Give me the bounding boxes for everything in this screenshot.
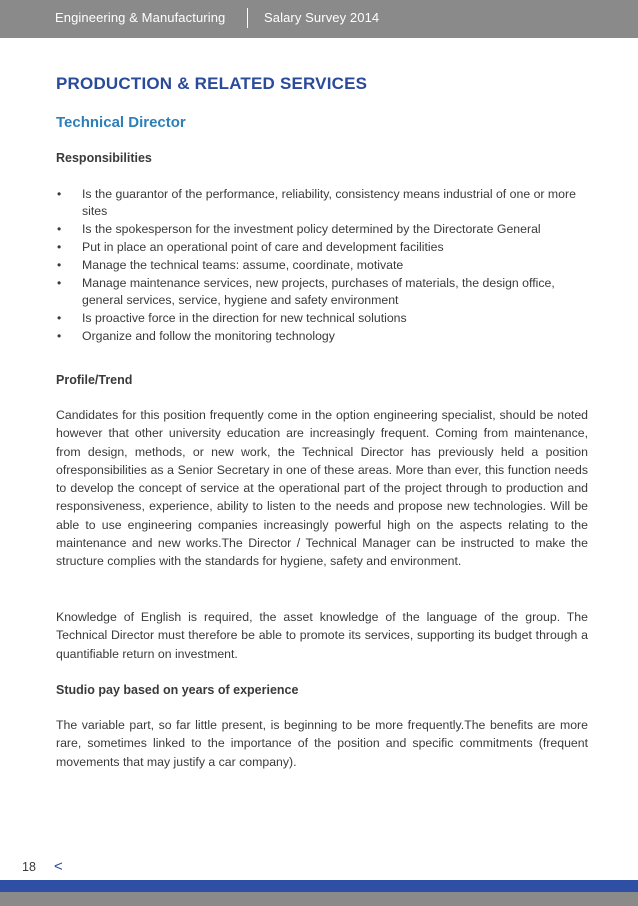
footer-gray-band (0, 892, 638, 906)
bullet-icon: • (57, 240, 62, 254)
page-number: 18 (22, 860, 36, 874)
bullet-icon: • (57, 311, 62, 325)
header-survey-label: Salary Survey 2014 (264, 10, 380, 25)
bullet-icon: • (57, 222, 62, 236)
section-title: PRODUCTION & RELATED SERVICES (56, 74, 368, 93)
job-title: Technical Director (56, 114, 186, 131)
footer-blue-band (0, 880, 638, 892)
header-publication-label: Engineering & Manufacturing (55, 10, 226, 25)
list-item: • Manage maintenance services, new projects, purchases of materials, the design office, general services, service, hygiene and safety environment (57, 276, 555, 307)
back-arrow-icon[interactable]: < (54, 858, 63, 875)
list-item: • Put in place an operational point of care and development facilities (57, 240, 444, 254)
list-item: • Is the guarantor of the performance, reliability, consistency means industrial of one or more sites (57, 187, 576, 218)
header-divider (247, 8, 248, 28)
list-item: • Organize and follow the monitoring technology (57, 329, 335, 343)
profile-heading: Profile/Trend (56, 373, 133, 387)
list-item: • Is proactive force in the direction for new technical solutions (57, 311, 407, 325)
bullet-icon: • (57, 276, 62, 290)
profile-paragraph-1: Candidates for this position frequently come in the option engineering specialist, should be noted however that other university education are increasingly frequent. Coming from maintenance, from design, methods, or new work, the Technical Director has previously held a position ofresponsibilities as a Senior Secretary in one of these areas. More than ever, this function needs to develop the concept of service at the operational part of the project through to production and responsiveness, experience, ability to listen to the needs and propose new technologies. Will be able to use engineering companies increasingly powerful high on the aspects relating to the maintenance and new works.The Director / Technical Manager can be instructed to make the structure complies with the standards for hygiene, safety and environment. (56, 408, 588, 569)
bullet-icon: • (57, 329, 62, 343)
studio-pay-heading: Studio pay based on years of experience (56, 683, 299, 697)
list-item: • Is the spokesperson for the investment policy determined by the Directorate General (57, 222, 541, 236)
page-header-bar (0, 0, 638, 38)
bullet-icon: • (57, 187, 62, 201)
list-item: • Manage the technical teams: assume, coordinate, motivate (57, 258, 404, 272)
responsibilities-list (56, 186, 592, 346)
bullet-icon: • (57, 258, 62, 272)
studio-pay-paragraph: The variable part, so far little present, is beginning to be more frequently.The benefits are more rare, sometimes linked to the importance of the position and specific commitments (frequent movements that may justify a car company). (56, 718, 588, 769)
responsibilities-heading: Responsibilities (56, 151, 152, 165)
profile-paragraph-2: Knowledge of English is required, the asset knowledge of the language of the group. The Technical Director must therefore be able to promote its services, supporting its budget through a quantifiable return on investment. (56, 610, 588, 661)
